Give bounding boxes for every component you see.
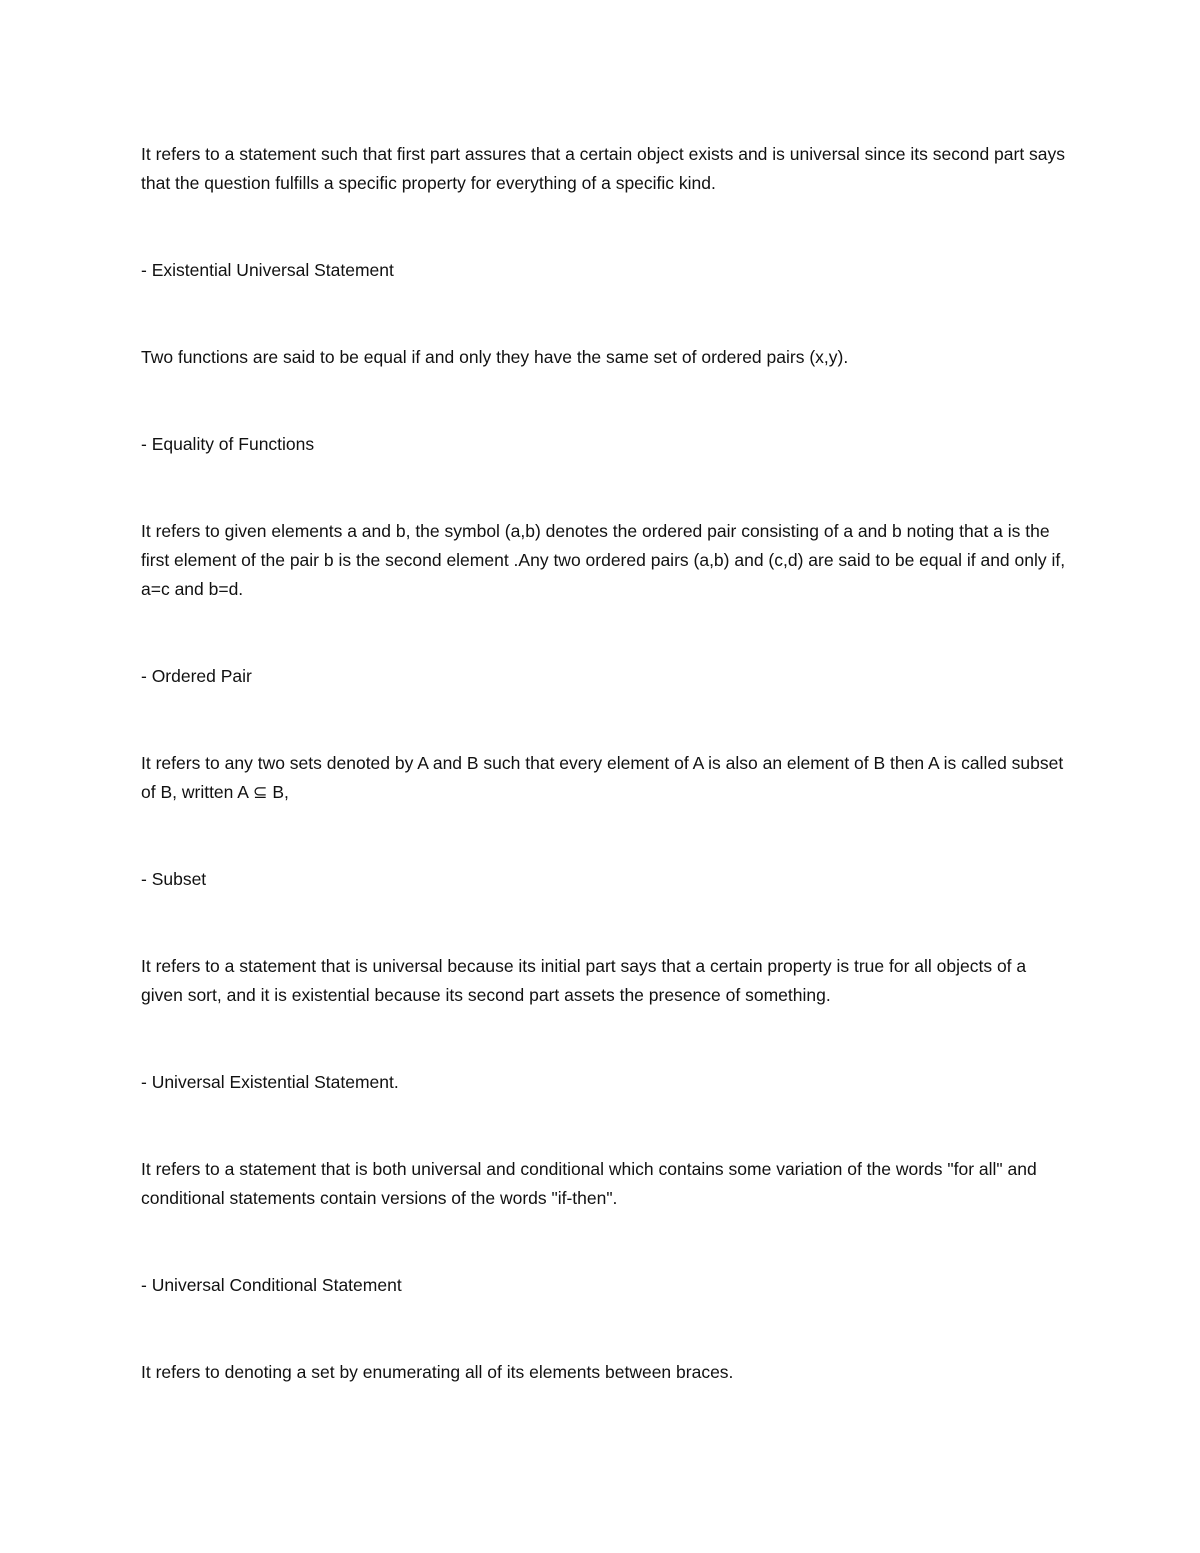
definition-subset: It refers to any two sets denoted by A and B such that every element of A is also an element of B then A is called subset of B, written A ⊆ B, — [141, 753, 1064, 802]
answer-universal-conditional: - Universal Conditional Statement — [141, 1275, 402, 1295]
definition-universal-existential: It refers to a statement that is universal because its initial part says that a certain property is true for all objects of a given sort, and it is existential because its second part assets the presence of something. — [141, 956, 1027, 1005]
answer-universal-existential: - Universal Existential Statement. — [141, 1072, 399, 1092]
definition-ordered-pair: It refers to given elements a and b, the symbol (a,b) denotes the ordered pair consisting of a and b noting that a is the first element of the pair b is the second element .Any two ordered pairs (a,b) and (c,d) are said to be equal if and only if, a=c and b=d. — [141, 521, 1066, 599]
definition-universal-conditional: It refers to a statement that is both universal and conditional which contains some variation of the words "for all" and conditional statements contain versions of the words "if-then". — [141, 1159, 1037, 1208]
answer-subset: - Subset — [141, 869, 207, 889]
document-body — [141, 140, 1071, 1387]
definition-roster-notation: It refers to denoting a set by enumerating all of its elements between braces. — [141, 1362, 734, 1382]
answer-ordered-pair: - Ordered Pair — [141, 666, 252, 686]
answer-existential-universal: - Existential Universal Statement — [141, 260, 394, 280]
definition-equality-of-functions: Two functions are said to be equal if and only they have the same set of ordered pairs (x,y). — [141, 347, 849, 367]
answer-equality-of-functions: - Equality of Functions — [141, 434, 315, 454]
definition-existential-universal: It refers to a statement such that first part assures that a certain object exists and is universal since its second part says that the question fulfills a specific property for everything of a specific kind. — [141, 144, 1066, 193]
